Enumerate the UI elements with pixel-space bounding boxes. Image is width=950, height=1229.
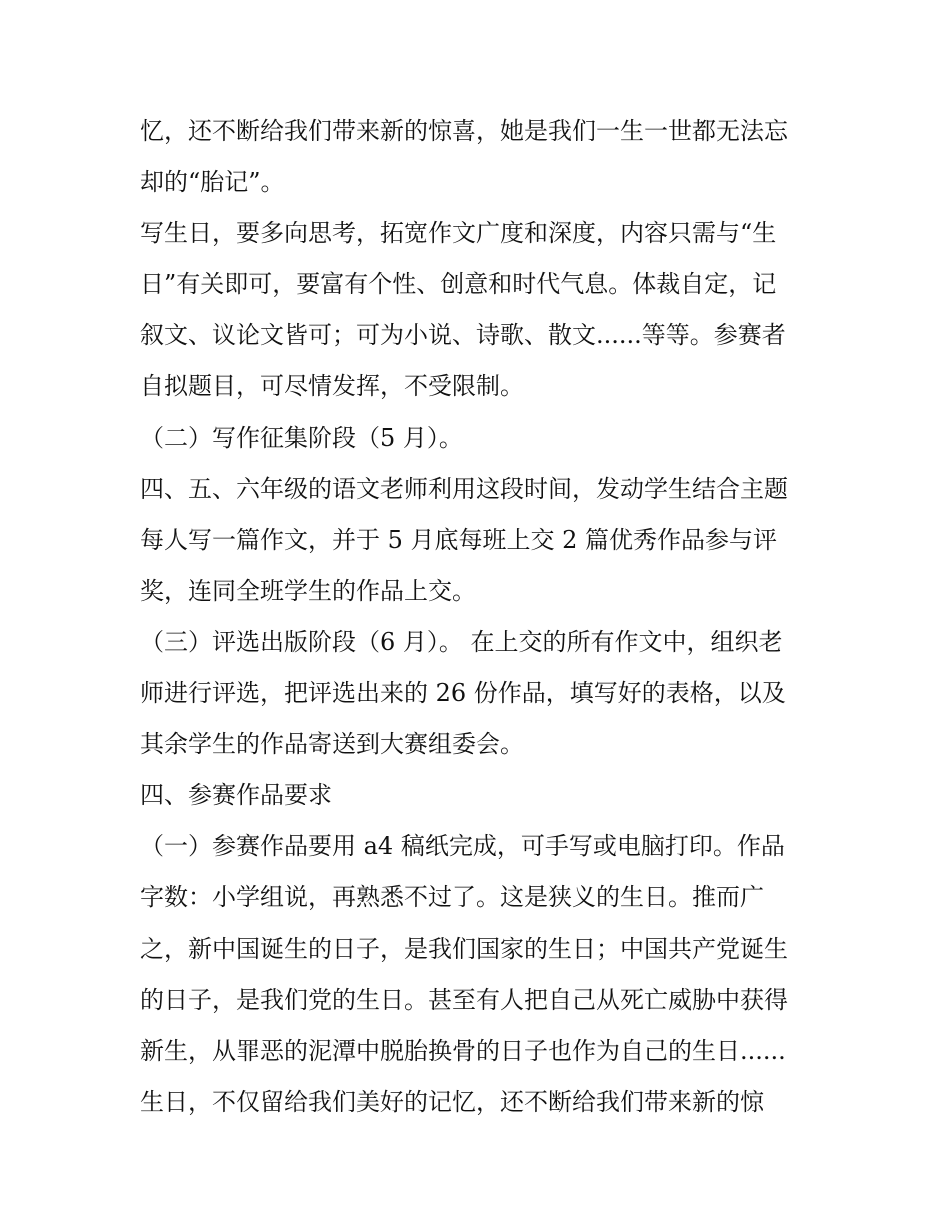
text-line: 奖，连同全班学生的作品上交。: [140, 576, 476, 605]
text-line: 的日子，是我们党的生日。甚至有人把自己从死亡威胁中获得: [140, 985, 788, 1014]
text-line: 日”有关即可，要富有个性、创意和时代气息。体裁自定，记: [140, 270, 777, 299]
text-line: 每人写一篇作文，并于 5 月底每班上交 2 篇优秀作品参与评: [140, 525, 778, 554]
body-text: [140, 106, 820, 1128]
text-line: 叙文、议论文皆可；可为小说、诗歌、散文......等等。参赛者: [140, 321, 786, 350]
text-line: 四、五、六年级的语文老师利用这段时间，发动学生结合主题: [140, 474, 788, 503]
text-line: 忆，还不断给我们带来新的惊喜，她是我们一生一世都无法忘: [140, 117, 788, 145]
text-line: 师进行评选，把评选出来的 26 份作品，填写好的表格，以及: [140, 679, 786, 708]
section-heading: 四、参赛作品要求: [140, 781, 332, 810]
section-heading: （三）评选出版阶段（6 月）。 在上交的所有作文中，组织老: [140, 627, 783, 656]
section-heading: （二）写作征集阶段（5 月）。: [140, 423, 463, 452]
text-line: 其余学生的作品寄送到大赛组委会。: [140, 730, 524, 759]
text-line: 生日，不仅留给我们美好的记忆，还不断给我们带来新的惊: [140, 1087, 764, 1116]
text-line: 却的“胎记”。: [140, 168, 285, 197]
text-line: 之，新中国诞生的日子，是我们国家的生日；中国共产党诞生: [140, 934, 788, 963]
text-line: 新生，从罪恶的泥潭中脱胎换骨的日子也作为自己的生日......: [140, 1036, 786, 1065]
text-line: 写生日，要多向思考，拓宽作文广度和深度，内容只需与“生: [140, 219, 777, 248]
text-line: 字数：小学组说，再熟悉不过了。这是狭义的生日。推而广: [140, 883, 764, 912]
text-line: 自拟题目，可尽情发挥，不受限制。: [140, 372, 524, 401]
text-line: （一）参赛作品要用 a4 稿纸完成，可手写或电脑打印。作品: [140, 832, 785, 861]
